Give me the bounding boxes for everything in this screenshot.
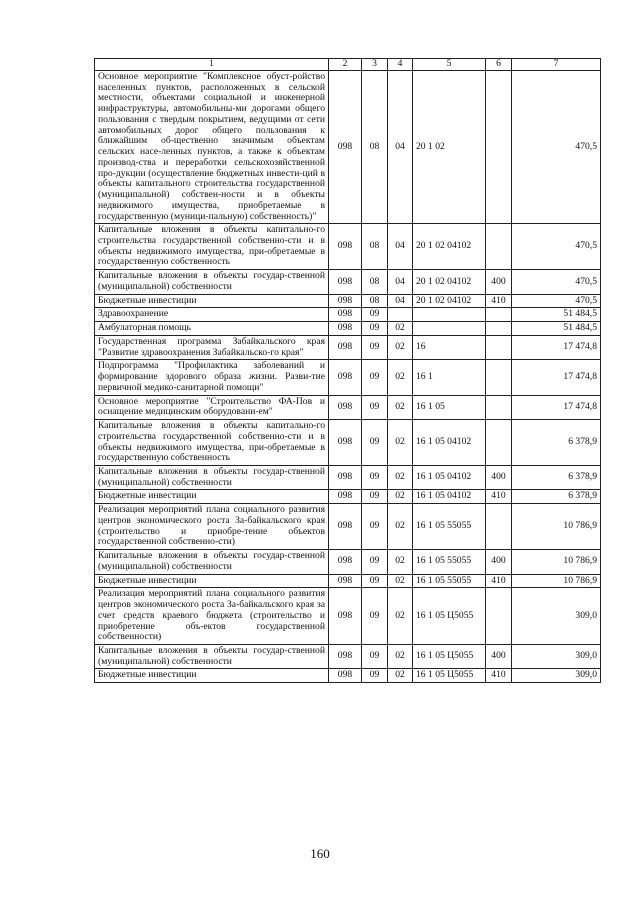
cell-amount: 470,5 [512,294,601,308]
cell-ministry-code: 098 [329,644,362,668]
table-row [95,465,601,489]
cell-target-item: 16 1 05 [413,395,486,419]
cell-subsection: 04 [388,270,413,294]
cell-subsection: 02 [388,465,413,489]
cell-section: 09 [362,335,388,359]
cell-subsection: 02 [388,588,413,645]
column-header: 7 [512,59,601,71]
budget-table [94,58,601,683]
cell-ministry-code: 098 [329,550,362,574]
cell-subsection: 02 [388,360,413,395]
cell-section: 09 [362,669,388,683]
cell-ministry-code: 098 [329,669,362,683]
cell-expense-type: 400 [486,270,512,294]
cell-section: 08 [362,294,388,308]
cell-expense-type [486,308,512,322]
cell-amount: 6 378,9 [512,465,601,489]
cell-ministry-code: 098 [329,308,362,322]
cell-subsection: 02 [388,669,413,683]
cell-target-item: 20 1 02 04102 [413,294,486,308]
cell-amount: 17 474,8 [512,335,601,359]
cell-amount: 51 484,5 [512,322,601,336]
cell-target-item: 16 1 05 55055 [413,504,486,550]
cell-subsection: 02 [388,420,413,466]
cell-expense-type [486,395,512,419]
cell-expense-type: 410 [486,669,512,683]
cell-amount: 6 378,9 [512,420,601,466]
cell-target-item: 16 1 05 04102 [413,465,486,489]
cell-subsection: 02 [388,550,413,574]
column-header: 6 [486,59,512,71]
cell-ministry-code: 098 [329,335,362,359]
cell-ministry-code: 098 [329,270,362,294]
table-row [95,395,601,419]
cell-subsection: 02 [388,644,413,668]
cell-expense-type: 400 [486,465,512,489]
table-row [95,550,601,574]
table-row [95,504,601,550]
cell-amount: 10 786,9 [512,550,601,574]
table-body [95,71,601,683]
cell-name: Основное мероприятие "Комплексное обуст-ройство населенных пунктов, расположенных в сельской местности, объектами социальной и инженерной инфраструктуры, автомобильны-ми дорогами общего пользования с твердым покрытием, ведущими от сети автомобильных дорог общего пользования к ближайшим об-щественно значимым объектам сельских насе-ленных пунктов, а также к объектам производ-ства и переработки сельскохозяйственной про-дукции (осуществление бюджетных инвести-ций в объекты капитального строительства государственной (муниципальной) собствен-ности и в объекты недвижимого имущества, приобретаемые в государственную (муници-пальную) собственность)" [95,71,329,224]
cell-ministry-code: 098 [329,71,362,224]
cell-expense-type: 410 [486,490,512,504]
cell-target-item: 20 1 02 04102 [413,270,486,294]
cell-target-item: 16 1 05 04102 [413,420,486,466]
cell-name: Государственная программа Забайкальского края "Развитие здравоохранения Забайкальско-го края" [95,335,329,359]
cell-amount: 17 474,8 [512,360,601,395]
cell-expense-type [486,360,512,395]
cell-ministry-code: 098 [329,224,362,270]
cell-ministry-code: 098 [329,490,362,504]
cell-name: Капитальные вложения в объекты государ-ственной (муниципальной) собственности [95,644,329,668]
table-row [95,490,601,504]
cell-section: 09 [362,550,388,574]
cell-target-item: 16 1 05 Ц5055 [413,588,486,645]
cell-section: 09 [362,574,388,588]
cell-ministry-code: 098 [329,588,362,645]
cell-amount: 17 474,8 [512,395,601,419]
cell-ministry-code: 098 [329,465,362,489]
cell-ministry-code: 098 [329,294,362,308]
cell-name: Амбулаторная помощь [95,322,329,336]
cell-target-item: 20 1 02 [413,71,486,224]
cell-target-item: 16 1 05 55055 [413,574,486,588]
cell-expense-type: 400 [486,644,512,668]
cell-expense-type [486,420,512,466]
cell-name: Капитальные вложения в объекты капитально-го строительства государственной собственно-сти и в объекты недвижимого имущества, при-обретаемые в государственную собственность [95,224,329,270]
table-row [95,322,601,336]
cell-target-item: 20 1 02 04102 [413,224,486,270]
cell-ministry-code: 098 [329,420,362,466]
cell-amount: 51 484,5 [512,308,601,322]
cell-amount: 10 786,9 [512,504,601,550]
cell-section: 09 [362,490,388,504]
cell-amount: 6 378,9 [512,490,601,504]
table-row [95,71,601,224]
cell-subsection: 04 [388,224,413,270]
cell-amount: 309,0 [512,588,601,645]
cell-ministry-code: 098 [329,504,362,550]
cell-section: 09 [362,504,388,550]
cell-amount: 10 786,9 [512,574,601,588]
column-header: 4 [388,59,413,71]
cell-name: Реализация мероприятий плана социального развития центров экономического роста За-байкальского края (строительство и приобре-тение объектов государственной собственно-сти) [95,504,329,550]
page-number: 160 [310,846,330,861]
table-row [95,308,601,322]
cell-subsection: 02 [388,504,413,550]
cell-subsection: 02 [388,395,413,419]
cell-target-item: 16 1 05 04102 [413,490,486,504]
cell-ministry-code: 098 [329,574,362,588]
table-row [95,224,601,270]
cell-subsection: 02 [388,490,413,504]
cell-expense-type [486,588,512,645]
cell-subsection: 04 [388,294,413,308]
cell-expense-type [486,224,512,270]
cell-amount: 470,5 [512,71,601,224]
cell-name: Капитальные вложения в объекты капитально-го строительства государственной собственно-сти и в объекты недвижимого имущества, при-обретаемые в государственную собственность [95,420,329,466]
table-row [95,360,601,395]
cell-section: 09 [362,465,388,489]
cell-name: Реализация мероприятий плана социального развития центров экономического роста За-байкальского края за счет средств краевого бюджета (строительство и приобретение объ-ектов государственной собственности) [95,588,329,645]
cell-name: Бюджетные инвестиции [95,490,329,504]
cell-expense-type [486,504,512,550]
cell-section: 09 [362,420,388,466]
cell-name: Капитальные вложения в объекты государ-ственной (муниципальной) собственности [95,550,329,574]
cell-section: 08 [362,71,388,224]
cell-section: 08 [362,270,388,294]
table-row [95,644,601,668]
cell-section: 09 [362,644,388,668]
table-row [95,335,601,359]
cell-subsection: 02 [388,322,413,336]
cell-expense-type: 410 [486,294,512,308]
cell-name: Основное мероприятие "Строительство ФА-Пов и оснащение медицинским оборудовани-ем" [95,395,329,419]
cell-section: 09 [362,322,388,336]
header-row [95,59,601,71]
cell-target-item [413,308,486,322]
cell-section: 09 [362,395,388,419]
cell-subsection: 02 [388,574,413,588]
cell-expense-type [486,335,512,359]
cell-section: 09 [362,360,388,395]
cell-name: Бюджетные инвестиции [95,294,329,308]
cell-amount: 309,0 [512,669,601,683]
cell-expense-type [486,322,512,336]
cell-expense-type: 400 [486,550,512,574]
cell-ministry-code: 098 [329,322,362,336]
cell-name: Бюджетные инвестиции [95,669,329,683]
cell-section: 08 [362,224,388,270]
cell-section: 09 [362,308,388,322]
table-row [95,669,601,683]
table-row [95,270,601,294]
table-row [95,294,601,308]
cell-name: Подпрограмма "Профилактика заболеваний и формирование здорового образа жизни. Разви-тие первичной медико-санитарной помощи" [95,360,329,395]
cell-target-item: 16 1 [413,360,486,395]
cell-ministry-code: 098 [329,395,362,419]
cell-expense-type [486,71,512,224]
cell-expense-type: 410 [486,574,512,588]
cell-target-item: 16 1 05 Ц5055 [413,669,486,683]
cell-subsection: 04 [388,71,413,224]
cell-amount: 470,5 [512,270,601,294]
cell-section: 09 [362,588,388,645]
cell-target-item: 16 1 05 55055 [413,550,486,574]
cell-target-item: 16 1 05 Ц5055 [413,644,486,668]
table-row [95,574,601,588]
column-header: 1 [95,59,329,71]
cell-subsection [388,308,413,322]
column-header: 3 [362,59,388,71]
table-row [95,588,601,645]
cell-name: Бюджетные инвестиции [95,574,329,588]
table-row [95,420,601,466]
cell-subsection: 02 [388,335,413,359]
cell-name: Здравоохранение [95,308,329,322]
cell-amount: 309,0 [512,644,601,668]
cell-ministry-code: 098 [329,360,362,395]
column-header: 2 [329,59,362,71]
cell-target-item [413,322,486,336]
cell-name: Капитальные вложения в объекты государ-ственной (муниципальной) собственности [95,465,329,489]
column-header: 5 [413,59,486,71]
cell-amount: 470,5 [512,224,601,270]
cell-target-item: 16 [413,335,486,359]
cell-name: Капитальные вложения в объекты государ-ственной (муниципальной) собственности [95,270,329,294]
